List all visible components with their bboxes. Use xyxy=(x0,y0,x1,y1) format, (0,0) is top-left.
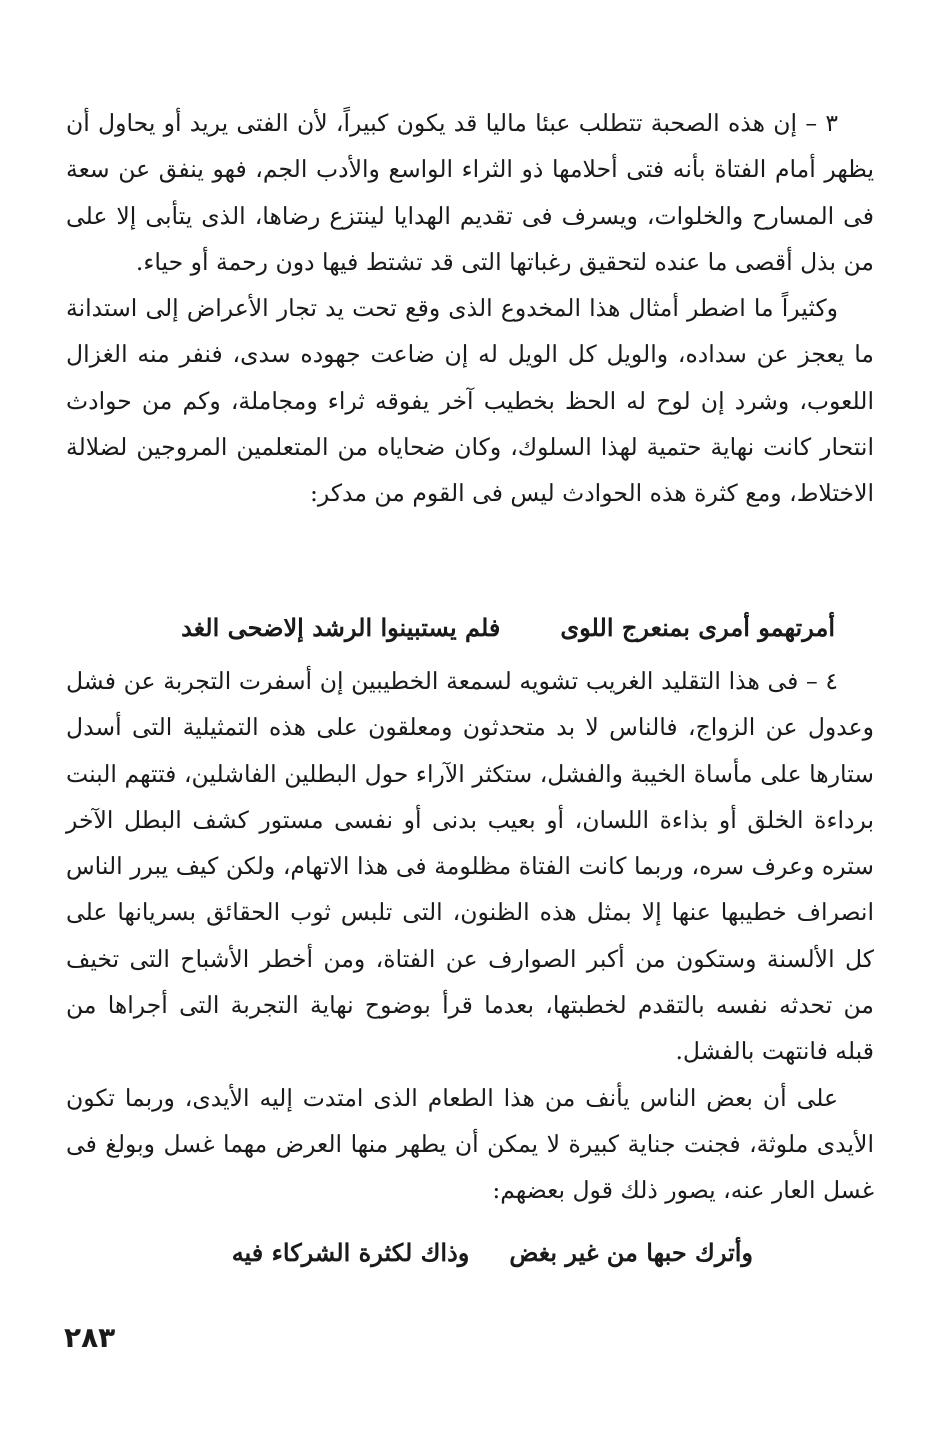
body-text-upper xyxy=(66,100,874,517)
verse-2-second-hemistich: وذاك لكثرة الشركاء فيه xyxy=(231,1238,470,1267)
poetry-verse-2 xyxy=(232,1230,753,1276)
paragraph-disdain: على أن بعض الناس يأنف من هذا الطعام الذى امتدت إليه الأيدى، وربما تكون الأيدى ملوثة، فجنت جناية كبيرة لا يمكن أن يطهر منها العرض مهما غسل وبولغ فى غسل العار عنه، يصور ذلك قول بعضهم: xyxy=(66,1083,874,1205)
page-number: ٢٨٣ xyxy=(64,1321,116,1354)
verse-2-first-hemistich: وأترك حبها من غير بغض xyxy=(509,1238,753,1267)
paragraph-item-4: ٤ – فى هذا التقليد الغريب تشويه لسمعة الخطيبين إن أسفرت التجربة عن فشل وعدول عن الزواج، فالناس لا بد متحدثون ومعلقون على هذه التمثيلية التى أسدل ستارها على مأساة الخيبة والفشل، ستكثر الآراء حول البطلين الفاشلين، فتتهم البنت برداءة الخلق أو بذاءة اللسان، أو بعيب بدنى أو نفسى مستور كشف البطل الآخر ستره وعرف سره، وربما كانت الفتاة مظلومة فى هذا الاتهام، ولكن كيف يبرر الناس انصراف خطيبها عنها إلا بمثل هذه الظنون، التى تلبس ثوب الحقائق بسريانها على كل الألسنة وستكون من أكبر الصوارف عن الفتاة، ومن أخطر الأشباح التى تخيف من تحدثه نفسه بالتقدم لخطبتها، بعدما قرأ بوضوح نهاية التجربة التى أجراها من قبله فانتهت بالفشل. xyxy=(66,667,874,1066)
poetry-verse-1 xyxy=(181,605,835,651)
body-text-lower xyxy=(66,658,874,1214)
verse-1-first-hemistich: أمرتهمو أمرى بمنعرج اللوى xyxy=(560,613,835,642)
paragraph-borrowing: وكثيراً ما اضطر أمثال هذا المخدوع الذى وقع تحت يد تجار الأعراض إلى استدانة ما يعجز عن سداده، والويل كل الويل له إن ضاعت جهوده سدى، فنفر منه الغزال اللعوب، وشرد إن لوح له الحظ بخطيب آخر يفوقه ثراء ومجاملة، وكم من حوادث انتحار كانت نهاية حتمية لهذا السلوك، وكان ضحاياه من المتعلمين المروجين لضلالة الاختلاط، ومع كثرة هذه الحوادث ليس فى القوم من مدكر: xyxy=(66,294,874,508)
verse-1-second-hemistich: فلم يستبينوا الرشد إلاضحى الغد xyxy=(181,613,501,642)
paragraph-item-3: ٣ – إن هذه الصحبة تتطلب عبئا ماليا قد يكون كبيراً، لأن الفتى يريد أو يحاول أن يظهر أمام الفتاة بأنه فتى أحلامها ذو الثراء الواسع والأدب الجم، فهو ينفق عن سعة فى المسارح والخلوات، ويسرف فى تقديم الهدايا لينتزع رضاها، الذى يتأبى إلا على من بذل أقصى ما عنده لتحقيق رغباتها التى قد تشتط فيها دون رحمة أو حياء. xyxy=(66,109,874,276)
